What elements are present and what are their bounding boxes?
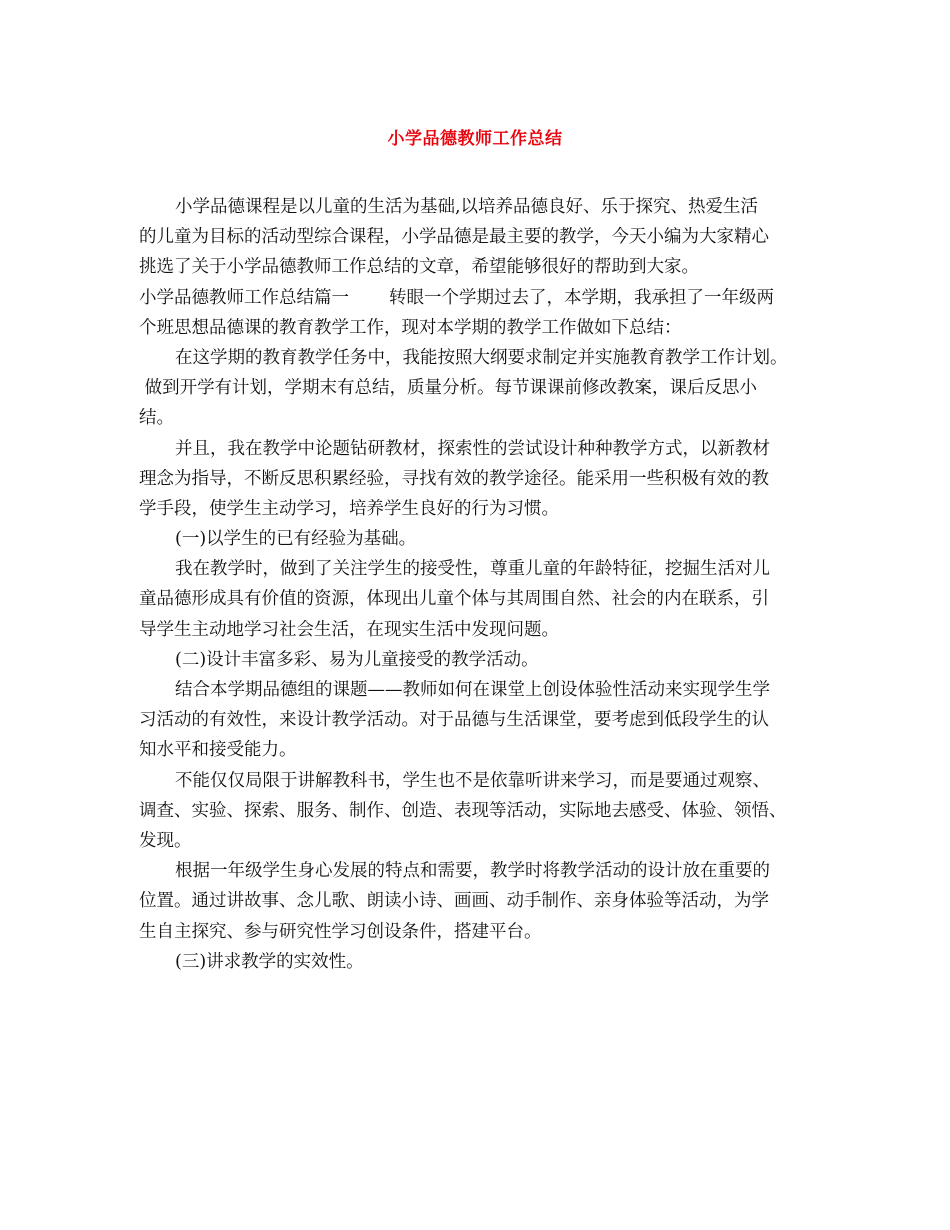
text-line: 知水平和接受能力。 (139, 740, 297, 761)
section-heading: 小学品德教师工作总结篇一 (139, 287, 349, 308)
text-line: 发现。 (139, 830, 192, 851)
text-line: 我在教学时，做到了关注学生的接受性，尊重儿童的年龄特征，挖掘生活对儿 (175, 559, 770, 580)
text-line: 调查、实验、探索、服务、制作、创造、表现等活动，实际地去感受、体验、领悟、 (139, 800, 787, 821)
text-line: 理念为指导，不断反思积累经验，寻找有效的教学途径。能采用一些积极有效的教 (139, 468, 769, 489)
text-line: 结。 (139, 408, 174, 429)
text-span: 转眼一个学期过去了，本学期，我承担了一年级两 (389, 287, 774, 308)
text-line: 习活动的有效性，来设计教学活动。对于品德与生活课堂，要考虑到低段学生的认 (139, 710, 769, 731)
subheading-line: (二)设计丰富多彩、易为儿童接受的教学活动。 (175, 649, 539, 670)
text-line: 做到开学有计划，学期末有总结，质量分析。每节课课前修改教案，课后反思小 (139, 378, 758, 399)
text-line: 挑选了关于小学品德教师工作总结的文章，希望能够很好的帮助到大家。 (139, 257, 699, 278)
text-line: 生自主探究、参与研究性学习创设条件，搭建平台。 (139, 921, 542, 942)
text-line: 学手段，使学生主动学习，培养学生良好的行为习惯。 (139, 498, 559, 519)
subheading-line: (一)以学生的已有经验为基础。 (175, 529, 417, 550)
text-line: 的儿童为目标的活动型综合课程，小学品德是最主要的教学，今天小编为大家精心 (139, 227, 769, 248)
text-line: 个班思想品德课的教育教学工作，现对本学期的教学工作做如下总结： (139, 317, 682, 338)
text-line: 小学品德课程是以儿童的生活为基础,以培养品德良好、乐于探究、热爱生活 (175, 197, 759, 217)
document-title: 小学品德教师工作总结 (387, 129, 563, 149)
document-body (139, 192, 829, 977)
text-line: 不能仅仅局限于讲解教科书，学生也不是依靠听讲来学习，而是要通过观察、 (175, 770, 770, 791)
text-line: 位置。通过讲故事、念儿歌、朗读小诗、画画、动手制作、亲身体验等活动，为学 (139, 891, 769, 912)
text-line: 并且，我在教学中论题钻研教材，探索性的尝试设计种种教学方式，以新教材 (175, 438, 770, 459)
text-line: 在这学期的教育教学任务中，我能按照大纲要求制定并实施教育教学工作计划。 (175, 347, 788, 368)
text-line: 结合本学期品德组的课题——教师如何在课堂上创设体验性活动来实现学生学 (175, 680, 770, 700)
text-line-with-heading (139, 283, 829, 313)
text-line: 导学生主动地学习社会生活，在现实生活中发现问题。 (139, 619, 559, 640)
text-line: 童品德形成具有价值的资源，体现出儿童个体与其周围自然、社会的内在联系，引 (139, 589, 769, 610)
text-line: 根据一年级学生身心发展的特点和需要，教学时将教学活动的设计放在重要的 (175, 861, 770, 882)
subheading-line: (三)讲求教学的实效性。 (175, 951, 364, 972)
